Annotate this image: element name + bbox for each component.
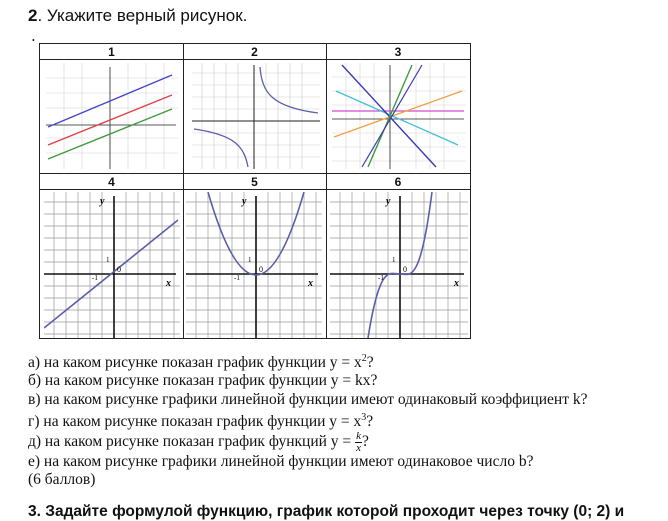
figure-label-6: 6 [394,175,402,189]
question-d-suffix: ? [366,412,374,430]
figure-label-5: 5 [251,175,258,189]
tick-label: 1 [248,256,252,264]
task-number: 2 [28,6,38,25]
question-d [28,409,588,431]
tick-label: -1 [234,274,240,282]
question-b: б) на каком рисунке показан график функции y = kx? [28,372,378,390]
superscript: 2 [361,353,367,364]
question-a [28,350,588,372]
question-e-suffix: ? [361,433,369,451]
question-e [28,431,588,453]
figure-label-2: 2 [251,45,258,59]
x-axis-label: x [454,278,459,289]
origin-label: 0 [403,265,407,274]
figure-6-graph [330,192,468,338]
origin-label: 0 [117,265,121,274]
points-note: (6 баллов) [28,471,96,489]
superscript: 3 [361,411,367,423]
questions-list [28,350,588,490]
figure-label-3: 3 [394,45,402,59]
task-title [28,6,247,26]
y-axis-label: y [100,196,105,207]
y-axis-label: y [242,196,247,207]
figure-label-4: 4 [108,175,115,189]
y-axis-label: y [386,196,391,207]
figure-4-graph [44,192,180,338]
origin-label: 0 [259,265,263,274]
figures-table [39,43,471,339]
tick-label: 1 [392,256,396,264]
figure-label-1: 1 [108,45,115,59]
question-a-text: а) на каком рисунке показан график функции y = x [28,354,362,372]
question-d-text: г) на каком рисунке показан график функции y = x [28,412,362,430]
question-f: е) на каком рисунке графики линейной функции имеют одинаковое число b? [28,453,534,471]
tick-label: -1 [92,274,98,282]
question-c: в) на каком рисунке графики линейной функции имеют одинаковый коэффициент k? [28,390,588,408]
figure-2-graph [192,63,320,169]
x-axis-label: x [308,278,313,289]
table-divider [326,44,327,338]
question-e-text: д) на каком рисунке показан график функций y = [28,433,356,451]
figure-3-graph [332,63,466,169]
tick-label: -1 [378,274,384,282]
fraction [355,431,362,454]
table-divider [183,44,184,338]
x-axis-label: x [166,278,171,289]
question-a-suffix: ? [366,354,374,372]
tick-label: 1 [106,256,110,264]
figure-5-graph [186,192,322,338]
fraction-numerator: k [356,430,361,443]
fraction-denominator: x [356,442,361,455]
task-text: . Укажите верный рисунок. [37,6,248,25]
next-task-partial: 3. Задайте формулой функцию, график которой проходит через точку (0; 2) и [28,503,625,520]
figure-1-graph [46,63,178,169]
bullet-marker: • [32,36,35,45]
